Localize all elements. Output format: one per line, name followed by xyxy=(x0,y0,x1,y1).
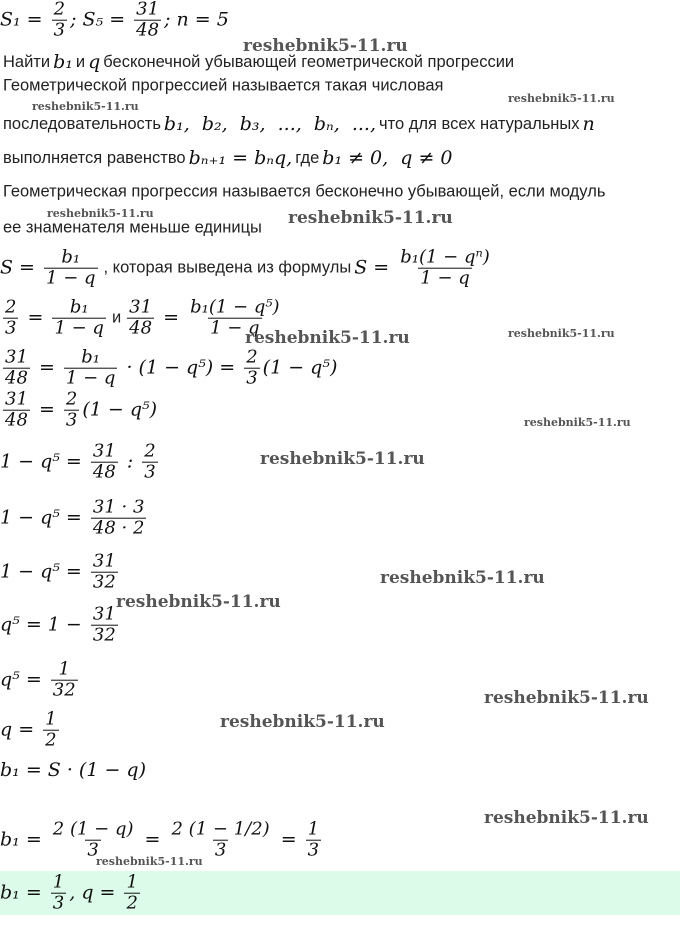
denominator: 2 xyxy=(45,729,57,751)
math-expression: : xyxy=(120,451,140,473)
solution-line xyxy=(0,113,595,135)
watermark: reshebnik5-11.ru xyxy=(380,568,545,588)
numerator: 1 xyxy=(45,708,57,730)
watermark: reshebnik5-11.ru xyxy=(288,208,453,228)
fraction xyxy=(306,820,321,861)
math-expression: 1 − q⁵ = xyxy=(0,507,88,529)
denominator: 1 − q xyxy=(65,367,116,389)
math-expression: = xyxy=(274,829,303,851)
denominator: 32 xyxy=(92,624,116,646)
numerator: 2 xyxy=(246,346,258,368)
math-expression: 1 − q⁵ = xyxy=(0,561,88,583)
denominator: 32 xyxy=(52,679,76,701)
math-expression: ; S₅ = xyxy=(70,9,132,31)
math-expression: = xyxy=(157,307,186,329)
fraction xyxy=(51,873,66,914)
numerator: 31 · 3 xyxy=(92,496,145,518)
text: ее знаменателя меньше единицы xyxy=(3,218,262,237)
math-expression: (1 − q⁵) xyxy=(82,399,158,421)
fraction xyxy=(3,390,30,431)
denominator: 3 xyxy=(307,839,320,861)
numerator: 2 (1 − q) xyxy=(52,818,134,840)
solution-line xyxy=(0,348,337,389)
fraction xyxy=(124,873,139,914)
denominator: 48 xyxy=(136,19,160,41)
watermark: reshebnik5-11.ru xyxy=(508,92,615,105)
fraction xyxy=(134,0,161,40)
numerator: b₁(1 − qⁿ) xyxy=(400,246,490,268)
denominator: 1 − q xyxy=(420,267,470,289)
fraction xyxy=(3,298,18,339)
fraction xyxy=(44,248,98,289)
watermark: reshebnik5-11.ru xyxy=(220,712,385,732)
numerator: 31 xyxy=(92,550,116,572)
math-expression: S = xyxy=(0,257,42,279)
fraction xyxy=(91,605,118,646)
fraction xyxy=(64,348,118,389)
math-expression: b₁, b₂, b₃, ..., bₙ, ..., xyxy=(163,113,376,135)
watermark: reshebnik5-11.ru xyxy=(47,207,154,220)
watermark: reshebnik5-11.ru xyxy=(96,855,203,868)
solution-line xyxy=(0,759,146,781)
math-expression: q xyxy=(88,51,101,73)
solution-line xyxy=(0,183,608,202)
solution-line xyxy=(0,219,265,238)
denominator: 48 · 2 xyxy=(92,517,145,539)
math-expression: b₁ = S · (1 − q) xyxy=(0,759,146,781)
math-expression: S = xyxy=(354,257,396,279)
watermark: reshebnik5-11.ru xyxy=(243,36,408,56)
math-expression: b₁ = xyxy=(0,882,48,904)
denominator: 3 xyxy=(5,317,17,339)
text: и xyxy=(111,308,122,327)
solution-line xyxy=(0,390,157,431)
math-expression: q⁵ = xyxy=(0,669,48,691)
denominator: 3 xyxy=(144,461,156,483)
numerator: 2 xyxy=(53,0,66,20)
denominator: 48 xyxy=(5,367,28,389)
fraction xyxy=(43,710,58,751)
text: Геометрическая прогрессия называется бесконечно убывающей, если модуль xyxy=(3,182,606,201)
watermark: reshebnik5-11.ru xyxy=(32,100,139,113)
watermark: reshebnik5-11.ru xyxy=(245,328,410,348)
fraction xyxy=(127,298,154,339)
fraction xyxy=(64,390,79,431)
numerator: b₁ xyxy=(61,246,81,268)
numerator: 2 (1 − 1/2) xyxy=(171,818,270,840)
math-expression: q⁵ = 1 − xyxy=(0,614,88,636)
numerator: 31 xyxy=(92,603,116,625)
denominator: 48 xyxy=(129,317,153,339)
math-expression: = xyxy=(32,357,61,379)
denominator: 48 xyxy=(92,461,116,483)
solution-line xyxy=(0,552,121,593)
numerator: 2 xyxy=(65,388,78,410)
text: Найти xyxy=(3,52,51,71)
denominator: 3 xyxy=(246,367,258,389)
math-expression: 1 − q⁵ = xyxy=(0,451,88,473)
denominator: 3 xyxy=(214,839,227,861)
math-expression: bₙ₊₁ = bₙq, xyxy=(188,147,293,169)
numerator: 2 xyxy=(5,296,17,318)
solution-line xyxy=(0,498,149,539)
denominator: 2 xyxy=(126,892,138,914)
solution-line xyxy=(0,710,62,751)
numerator: 1 xyxy=(126,871,138,893)
fraction xyxy=(91,552,118,593)
watermark: reshebnik5-11.ru xyxy=(524,416,631,429)
numerator: 2 xyxy=(144,440,156,462)
numerator: b₁(1 − q⁵) xyxy=(190,296,280,318)
solution-line xyxy=(0,298,285,339)
solution-line xyxy=(0,605,121,646)
watermark: reshebnik5-11.ru xyxy=(508,327,615,340)
fraction xyxy=(91,498,147,539)
numerator: 31 xyxy=(5,346,28,368)
text: что для всех натуральных xyxy=(379,114,580,133)
numerator: 31 xyxy=(129,296,153,318)
numerator: b₁ xyxy=(69,296,89,318)
denominator: 3 xyxy=(52,892,65,914)
math-expression: b₁ xyxy=(53,51,73,73)
solution-line xyxy=(0,77,447,96)
fraction xyxy=(398,248,492,289)
denominator: 3 xyxy=(65,409,78,431)
math-expression: b₁ = xyxy=(0,829,48,851)
watermark: reshebnik5-11.ru xyxy=(484,688,649,708)
numerator: 31 xyxy=(92,440,116,462)
fraction xyxy=(52,298,106,339)
denominator: 3 xyxy=(53,19,66,41)
solution-line xyxy=(0,248,495,289)
math-expression: S₁ = xyxy=(0,9,49,31)
text: где xyxy=(295,148,320,167)
solution-line xyxy=(0,660,81,701)
numerator: b₁ xyxy=(81,346,101,368)
text: бесконечной убывающей геометрической прогрессии xyxy=(103,52,515,71)
numerator: 1 xyxy=(58,658,70,680)
answer-line xyxy=(0,873,143,914)
numerator: 1 xyxy=(307,818,320,840)
math-expression: = xyxy=(21,307,50,329)
text: выполняется равенство xyxy=(3,148,186,167)
text: , которая выведена из формулы xyxy=(103,258,352,277)
math-expression: ; n = 5 xyxy=(164,9,229,31)
denominator: 48 xyxy=(5,409,28,431)
denominator: 1 − q xyxy=(54,317,104,339)
watermark: reshebnik5-11.ru xyxy=(260,449,425,469)
text: и xyxy=(75,52,86,71)
watermark: reshebnik5-11.ru xyxy=(116,592,281,612)
fraction xyxy=(52,0,67,40)
numerator: 1 xyxy=(52,871,65,893)
math-expression: (1 − q⁵) xyxy=(262,357,338,379)
math-expression: n xyxy=(582,113,595,135)
denominator: 1 − q xyxy=(46,267,96,289)
math-expression: b₁ ≠ 0, q ≠ 0 xyxy=(322,147,453,169)
denominator: 3 xyxy=(87,839,99,861)
fraction xyxy=(91,442,118,483)
text: Геометрической прогрессией называется такая числовая xyxy=(3,76,444,95)
math-expression: = xyxy=(32,399,61,421)
watermark: reshebnik5-11.ru xyxy=(484,808,649,828)
fraction xyxy=(3,348,30,389)
solution-line xyxy=(0,0,229,40)
text: последовательность xyxy=(3,114,161,133)
denominator: 1 − q xyxy=(210,317,260,339)
math-expression: · (1 − q⁵) = xyxy=(120,357,242,379)
numerator: 31 xyxy=(136,0,160,20)
numerator: 31 xyxy=(5,388,28,410)
fraction xyxy=(51,660,78,701)
fraction xyxy=(244,348,259,389)
math-expression: q = xyxy=(0,719,41,741)
math-expression: = xyxy=(138,829,167,851)
solution-line xyxy=(0,147,453,169)
solution-line xyxy=(0,442,161,483)
denominator: 32 xyxy=(92,571,116,593)
fraction xyxy=(142,442,157,483)
math-expression: , q = xyxy=(69,882,122,904)
